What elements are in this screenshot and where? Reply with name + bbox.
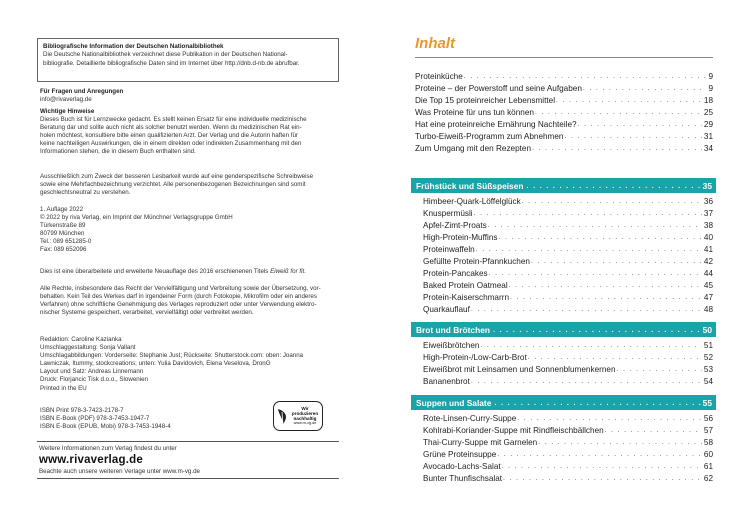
leader-dots xyxy=(578,120,702,130)
biblio-line: Die Deutsche Nationalbibliothek verzeichnet diese Publikation in der Deutschen National- xyxy=(43,51,288,59)
toc-entry-title: Eiweißbrötchen xyxy=(423,341,480,350)
toc-entry-page: 42 xyxy=(703,257,713,266)
toc-entry[interactable] xyxy=(415,119,713,130)
biblio-line: bibliografie. Detaillierte bibliografische Daten sind im Internet über http://dnb.d-nb.de abrufbar. xyxy=(43,59,300,67)
leader-dots xyxy=(605,426,702,436)
gender-line: Ausschließlich zum Zweck der besseren Lesbarkeit wurde auf eine genderspezifische Schreibweise xyxy=(40,173,314,180)
important-notes xyxy=(40,108,340,157)
leader-dots xyxy=(488,221,702,231)
toc-entry[interactable] xyxy=(423,268,713,279)
rights-block xyxy=(40,285,340,317)
toc-entry[interactable] xyxy=(423,304,713,315)
toc-entry[interactable] xyxy=(423,280,713,291)
toc-entry[interactable] xyxy=(423,449,713,460)
gender-line: geschlechtsneutral zu verstehen. xyxy=(40,189,131,197)
leader-dots xyxy=(532,144,702,154)
toc-entry[interactable] xyxy=(415,83,713,94)
leader-dots xyxy=(497,450,702,460)
toc-entry-title: Rote-Linsen-Curry-Suppe xyxy=(423,414,517,423)
credits-line: Redaktion: Caroline Kazianka xyxy=(40,336,122,343)
badge-line: Wir produzieren xyxy=(291,405,319,416)
leader-dots xyxy=(471,305,702,315)
toc-entry-page: 9 xyxy=(708,84,713,93)
toc-entry-page: 51 xyxy=(703,341,713,350)
section-page: 55 xyxy=(702,397,712,408)
toc-entry[interactable] xyxy=(423,196,713,207)
toc-entry[interactable] xyxy=(423,413,713,424)
biblio-title: Bibliografische Information der Deutschen Nationalbibliothek xyxy=(43,43,224,50)
rights-line: nischer Systeme gespeichert, verarbeitet, vervielfältigt oder verbreitet werden. xyxy=(40,309,254,317)
leader-dots xyxy=(476,245,702,255)
gender-line: sowie eine Mehrfachbezeichnung verzichtet. Alle personenbezogenen Bezeichnungen sind somit xyxy=(40,181,306,189)
toc-entry-title: Proteine – der Powerstoff und seine Aufgaben xyxy=(415,84,582,93)
rights-line: behalten. Kein Teil des Werkes darf in irgendeiner Form (durch Fotokopie, Mikrofilm oder ein anderes xyxy=(40,293,317,301)
toc-entry-page: 18 xyxy=(703,96,713,105)
contact-email[interactable]: info@rivaverlag.de xyxy=(40,96,92,104)
leader-dots xyxy=(498,233,701,243)
leader-dots xyxy=(517,414,702,424)
toc-entry-page: 37 xyxy=(703,209,713,218)
leader-dots xyxy=(502,462,702,472)
publisher-web-box xyxy=(37,441,339,479)
toc-entry[interactable] xyxy=(423,473,713,484)
leader-dots xyxy=(565,132,702,142)
edition-line: 80799 München xyxy=(40,230,85,238)
toc-entry[interactable] xyxy=(423,437,713,448)
leader-dots xyxy=(490,325,701,334)
credits-line: Lawniczak, Itummy, stockcreations; unten: Yulia Davidovich, Elena Veselova, DronG xyxy=(40,360,271,368)
leader-dots xyxy=(471,377,702,387)
leader-dots xyxy=(583,84,707,94)
section-header[interactable] xyxy=(411,395,716,410)
revision-prefix: Dies ist eine überarbeitete und erweiterte Neuauflage des 2016 erschienenen Titels xyxy=(40,268,271,275)
leader-dots xyxy=(524,181,701,190)
leader-dots xyxy=(489,269,702,279)
toc-entry-page: 57 xyxy=(703,426,713,435)
hints-line: Dieses Buch ist für Lernzwecke gedacht. Es stellt keinen Ersatz für eine individuelle medizinische xyxy=(40,116,307,124)
toc-entry-title: Apfel-Zimt-Proats xyxy=(423,221,487,230)
toc-entry-page: 62 xyxy=(703,474,713,483)
leader-dots xyxy=(531,257,702,267)
leader-dots xyxy=(480,341,701,351)
toc-entry-title: Gefüllte Protein-Pfannkuchen xyxy=(423,257,530,266)
hints-line: keine nachteiligen Auswirkungen, die in einem direkten oder indirekten Zusammenhang mit den xyxy=(40,140,302,148)
toc-entry-page: 45 xyxy=(703,281,713,290)
toc-entry-title: Kohlrabi-Koriander-Suppe mit Rindfleischbällchen xyxy=(423,426,604,435)
leader-dots xyxy=(510,293,702,303)
toc-entry[interactable] xyxy=(415,143,713,154)
leader-dots xyxy=(617,365,702,375)
web-lead: Weitere Informationen zum Verlag findest du unter xyxy=(39,445,177,452)
edition-line: Tel.: 089 651285-0 xyxy=(40,238,92,246)
revision-note xyxy=(40,268,340,276)
toc-entry[interactable] xyxy=(415,131,713,142)
contact-block xyxy=(40,88,340,104)
credits-line: Printed in the EU xyxy=(40,384,87,392)
section-page: 35 xyxy=(702,180,712,191)
edition-line: © 2022 by riva Verlag, ein Imprint der Münchner Verlagsgruppe GmbH xyxy=(40,214,233,222)
toc-entry-title: Bananenbrot xyxy=(423,377,470,386)
toc-entry[interactable] xyxy=(423,292,713,303)
credits-line: Umschlagabbildungen: Vorderseite: Stephanie Just; Rückseite: Shutterstock.com: oben: Joanna xyxy=(40,352,304,360)
section-header[interactable] xyxy=(411,322,716,337)
toc-entry[interactable] xyxy=(423,244,713,255)
toc-entry[interactable] xyxy=(415,95,713,106)
toc-entry[interactable] xyxy=(415,107,713,118)
badge-text xyxy=(290,406,320,427)
gender-note xyxy=(40,173,340,197)
revision-suffix: . xyxy=(304,268,306,275)
toc-entry-page: 38 xyxy=(703,221,713,230)
toc-entry[interactable] xyxy=(423,208,713,219)
toc-entry[interactable] xyxy=(423,461,713,472)
toc-entry-page: 34 xyxy=(703,144,713,153)
toc-entry-page: 56 xyxy=(703,414,713,423)
toc-entry[interactable] xyxy=(415,71,713,82)
toc-entry-title: High-Protein-Muffins xyxy=(423,233,498,242)
page-title: Inhalt xyxy=(415,35,455,52)
section-page: 50 xyxy=(702,324,712,335)
toc-entry[interactable] xyxy=(423,232,713,243)
leader-dots xyxy=(556,96,702,106)
toc-entry-page: 40 xyxy=(703,233,713,242)
toc-entry-page: 53 xyxy=(703,365,713,374)
toc-entry[interactable] xyxy=(423,340,713,351)
sustainability-badge xyxy=(273,401,323,431)
edition-line: 1. Auflage 2022 xyxy=(40,206,84,213)
toc-entry-title: High-Protein-/Low-Carb-Brot xyxy=(423,353,527,362)
section-header[interactable] xyxy=(411,178,716,193)
toc-entry[interactable] xyxy=(423,256,713,267)
toc-entry-page: 44 xyxy=(703,269,713,278)
toc-entry-title: Zum Umgang mit den Rezepten xyxy=(415,144,532,153)
title-divider xyxy=(415,57,713,58)
credits-line: Layout und Satz: Andreas Linnemann xyxy=(40,368,144,376)
hints-line: Informationen stehen, die in diesem Buch enthalten sind. xyxy=(40,148,196,156)
toc-entry-title: Protein-Pancakes xyxy=(423,269,488,278)
leader-dots xyxy=(522,197,702,207)
publisher-url[interactable]: www.rivaverlag.de xyxy=(39,454,143,466)
revision-title: Eiweiß for fit xyxy=(270,268,305,275)
toc-entry-title: Knuspermüsli xyxy=(423,209,473,218)
isbn-line: ISBN Print 978-3-7423-2178-7 xyxy=(40,407,124,414)
credits-block xyxy=(40,336,340,393)
toc-entry-title: Grüne Proteinsuppe xyxy=(423,450,497,459)
leader-dots xyxy=(528,353,702,363)
toc-entry-title: Turbo-Eiweiß-Programm zum Abnehmen xyxy=(415,132,564,141)
toc-entry-page: 60 xyxy=(703,450,713,459)
toc-entry-page: 25 xyxy=(703,108,713,117)
toc-entry-page: 48 xyxy=(703,305,713,314)
badge-url: www.m-vg.de xyxy=(293,421,317,426)
toc-entry-title: Quarkauflauf xyxy=(423,305,470,314)
toc-entry-title: Bunter Thunfischsalat xyxy=(423,474,503,483)
hints-line: Beratung dar und sollte auch nicht als solcher benutzt werden. Wenn du medizinischen Rat ein- xyxy=(40,124,302,132)
toc-entry-title: Baked Protein Oatmeal xyxy=(423,281,508,290)
toc-entry-page: 61 xyxy=(703,462,713,471)
section-title: Suppen und Salate xyxy=(416,397,492,408)
leader-dots xyxy=(464,72,707,82)
toc-entry-page: 58 xyxy=(703,438,713,447)
leaf-icon xyxy=(276,406,290,426)
web-more: Beachte auch unsere weiteren Verlage unter www.m-vg.de xyxy=(39,468,200,475)
toc-entry-title: Protein-Kaiserschmarrn xyxy=(423,293,509,302)
leader-dots xyxy=(509,281,702,291)
toc-entry[interactable] xyxy=(423,352,713,363)
toc-entry-title: Proteinküche xyxy=(415,72,463,81)
toc-entry[interactable] xyxy=(423,376,713,387)
toc-entry-title: Avocado-Lachs-Salat xyxy=(423,462,501,471)
hints-title: Wichtige Hinweise xyxy=(40,108,95,115)
toc-entry-title: Thai-Curry-Suppe mit Garnelen xyxy=(423,438,538,447)
edition-line: Türkenstraße 89 xyxy=(40,222,86,230)
toc-entry-page: 36 xyxy=(703,197,713,206)
isbn-line: ISBN E-Book (EPUB, Mobi) 978-3-7453-1948-4 xyxy=(40,423,171,431)
toc-entry-title: Proteinwaffeln xyxy=(423,245,475,254)
toc-entry-page: 52 xyxy=(703,353,713,362)
toc-entry-title: Was Proteine für uns tun können xyxy=(415,108,534,117)
rights-line: Verfahren) ohne schriftliche Genehmigung des Verlages reproduziert oder unter Verwendung elektro- xyxy=(40,301,317,309)
section-title: Frühstück und Süßspeisen xyxy=(416,180,524,191)
badge-line: nachhaltig xyxy=(293,416,317,421)
toc-entry-title: Eiweißbrot mit Leinsamen und Sonnenblumenkernen xyxy=(423,365,616,374)
contact-title: Für Fragen und Anregungen xyxy=(40,88,124,95)
leader-dots xyxy=(491,398,700,407)
toc-entry-title: Hat eine proteinreiche Ernährung Nachteile? xyxy=(415,120,577,129)
section-title: Brot und Brötchen xyxy=(416,324,490,335)
toc-entry[interactable] xyxy=(423,425,713,436)
leader-dots xyxy=(538,438,702,448)
leader-dots xyxy=(535,108,702,118)
toc-entry[interactable] xyxy=(423,364,713,375)
toc-entry-page: 9 xyxy=(708,72,713,81)
isbn-line: ISBN E-Book (PDF) 978-3-7453-1947-7 xyxy=(40,415,150,423)
bibliographic-info-box xyxy=(37,38,339,82)
hints-line: holen möchtest, konsultiere bitte einen qualifizierten Arzt. Der Verlag und die Autorin haften für xyxy=(40,132,298,140)
contents-page xyxy=(375,0,750,529)
toc-entry-title: Himbeer-Quark-Löffelglück xyxy=(423,197,521,206)
leader-dots xyxy=(503,474,702,484)
toc-entry-page: 54 xyxy=(703,377,713,386)
toc-entry-page: 29 xyxy=(703,120,713,129)
toc-entry-page: 31 xyxy=(703,132,713,141)
toc-entry-page: 47 xyxy=(703,293,713,302)
rights-line: Alle Rechte, insbesondere das Recht der Vervielfältigung und Verbreitung sowie der Übersetzung, vor- xyxy=(40,285,321,292)
toc-entry[interactable] xyxy=(423,220,713,231)
edition-line: Fax: 089 652096 xyxy=(40,246,87,254)
edition-block xyxy=(40,206,340,255)
toc-entry-page: 41 xyxy=(703,245,713,254)
credits-line: Umschlaggestaltung: Sonja Vallant xyxy=(40,344,136,352)
credits-line: Druck: Florjancic Tisk d.o.o., Slowenien xyxy=(40,376,148,384)
leader-dots xyxy=(474,209,702,219)
toc-entry-title: Die Top 15 proteinreicher Lebensmittel xyxy=(415,96,556,105)
